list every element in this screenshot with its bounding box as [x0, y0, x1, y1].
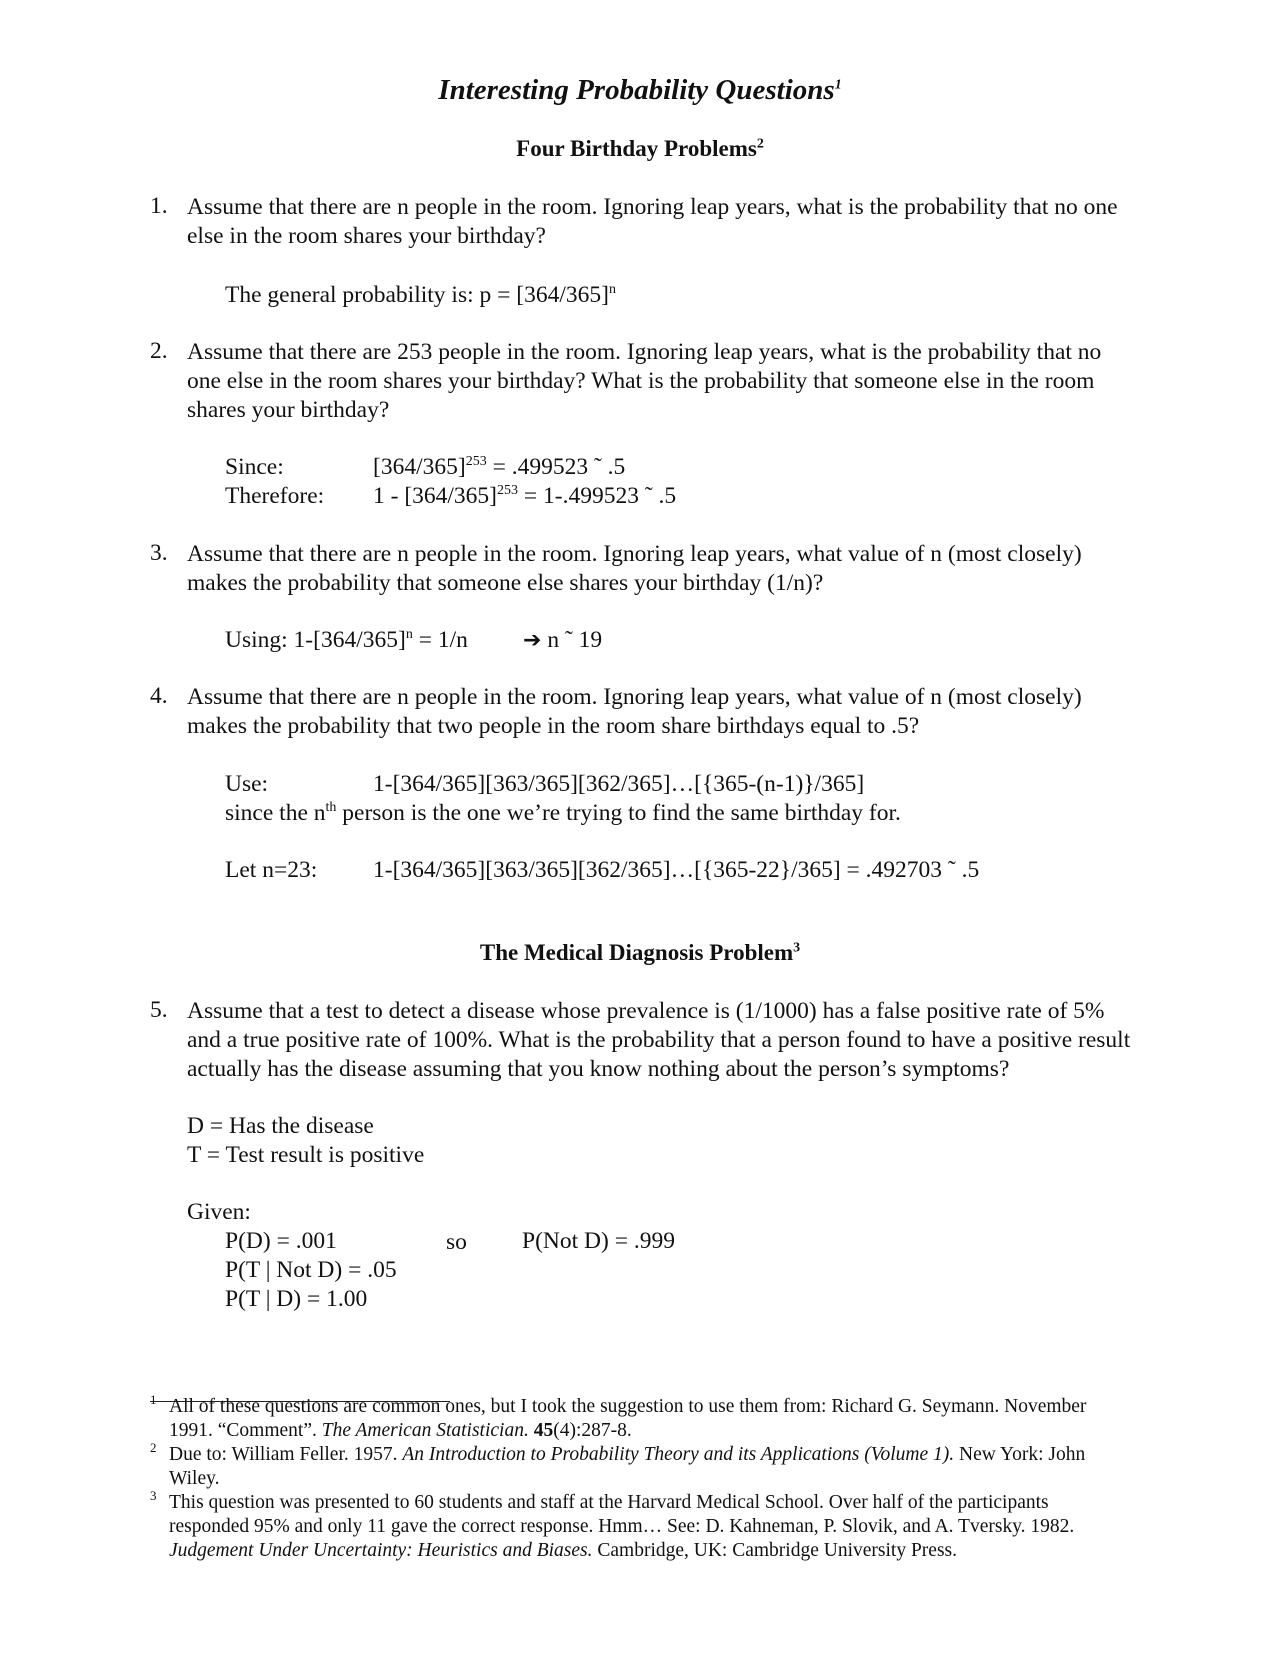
- arrow-right-icon: ➔: [523, 628, 542, 653]
- formula-text: person is the one we’re trying to find the same birthday for.: [336, 800, 901, 826]
- section-heading-medical: [0, 940, 1280, 966]
- footnote-line: All of these questions are common ones, but I took the suggestion to use them from: Richard G. Seymann. November: [169, 1396, 1087, 1417]
- use-formula: 1-[364/365][363/365][362/365]…[{365-(n-1)}/365]: [373, 771, 865, 797]
- question-2-text: [187, 338, 1101, 425]
- section-heading-text: Four Birthday Problems: [516, 136, 757, 161]
- given-p-not-d: P(Not D) = .999: [522, 1228, 675, 1254]
- since-formula: [373, 453, 625, 482]
- question-line: makes the probability that someone else shares your birthday (1/n)?: [187, 570, 824, 596]
- formula-exponent: 253: [465, 454, 487, 470]
- so-text: so: [446, 1229, 467, 1255]
- formula-exponent: n: [405, 627, 413, 643]
- formula-exponent: th: [325, 800, 337, 816]
- formula-text: since the n: [225, 800, 326, 826]
- footnote-line: This question was presented to 60 students and staff at the Harvard Medical School. Over half of the participants: [169, 1492, 1049, 1513]
- use-label: Use:: [225, 771, 269, 797]
- question-line: Assume that there are 253 people in the room. Ignoring leap years, what is the probability that no: [187, 339, 1102, 365]
- question-line: else in the room shares your birthday?: [187, 223, 546, 249]
- formula-text: Using: 1-[364/365]: [225, 627, 406, 653]
- section-footnote-mark: 2: [756, 136, 764, 152]
- definition-d: D = Has the disease: [187, 1113, 374, 1139]
- question-number: 3.: [150, 540, 168, 566]
- footnote-mark: 2: [150, 1440, 157, 1455]
- question-line: one else in the room shares your birthday? What is the probability that someone else in the room: [187, 368, 1095, 394]
- answer-exponent: n: [608, 282, 616, 298]
- question-1-text: [187, 193, 1118, 251]
- formula-exponent: 253: [497, 483, 519, 499]
- definition-t: T = Test result is positive: [187, 1142, 425, 1168]
- book-title: An Introduction to Probability Theory and its Applications (Volume 1).: [402, 1444, 955, 1465]
- therefore-formula: [373, 482, 676, 511]
- since-nth-line: [225, 799, 901, 828]
- section-heading-text: The Medical Diagnosis Problem: [479, 940, 794, 965]
- footnote-2: [169, 1443, 1085, 1491]
- given-p-t-not-d: P(T | Not D) = .05: [225, 1257, 397, 1283]
- footnote-mark: 3: [150, 1488, 157, 1503]
- section-footnote-mark: 3: [793, 940, 801, 956]
- let-label: Let n=23:: [225, 857, 318, 883]
- question-line: and a true positive rate of 100%. What is the probability that a person found to have a positive result: [187, 1027, 1131, 1053]
- given-p-t-d: P(T | D) = 1.00: [225, 1286, 368, 1312]
- question-line: shares your birthday?: [187, 397, 390, 423]
- footnote-1: [169, 1395, 1086, 1443]
- footnote-line: Wiley.: [169, 1468, 220, 1489]
- implies-result: [523, 626, 602, 655]
- therefore-label: Therefore:: [225, 483, 325, 509]
- footnote-text: Due to: William Feller. 1957.: [169, 1444, 403, 1465]
- section-heading-birthday: [0, 136, 1280, 162]
- footnote-line: [169, 1443, 1085, 1467]
- answer-text: The general probability is: p = [364/365]: [225, 282, 609, 308]
- page-title-text: Interesting Probability Questions: [438, 74, 835, 106]
- since-label: Since:: [225, 454, 284, 480]
- question-line: actually has the disease assuming that you know nothing about the person’s symptoms?: [187, 1056, 1010, 1082]
- volume-number: 45: [528, 1420, 554, 1441]
- formula-text: = .499523 ˜ .5: [486, 454, 626, 480]
- given-label: Given:: [187, 1199, 251, 1225]
- question-line: Assume that there are n people in the room. Ignoring leap years, what value of n (most closely): [187, 541, 1082, 567]
- question-line: Assume that there are n people in the room. Ignoring leap years, what value of n (most closely): [187, 684, 1082, 710]
- question-number: 1.: [150, 193, 168, 219]
- given-values: [225, 1227, 397, 1314]
- formula-text: = 1/n: [412, 627, 468, 653]
- question-line: Assume that a test to detect a disease whose prevalence is (1/1000) has a false positive rate of 5%: [187, 998, 1105, 1024]
- question-3-text: [187, 540, 1082, 598]
- question-number: 4.: [150, 683, 168, 709]
- footnote-text: New York: John: [954, 1444, 1086, 1465]
- formula-text: [364/365]: [373, 454, 466, 480]
- footnote-text: 1991. “Comment”.: [169, 1420, 322, 1441]
- let-formula: 1-[364/365][363/365][362/365]…[{365-22}/365] = .492703 ˜ .5: [373, 857, 980, 883]
- question-1-answer: [225, 281, 616, 310]
- using-formula: [225, 626, 468, 655]
- footnote-line: responded 95% and only 11 gave the correct response. Hmm… See: D. Kahneman, P. Slovik, and A. Tversky. 1982.: [169, 1516, 1075, 1537]
- book-title: Judgement Under Uncertainty: Heuristics and Biases.: [169, 1540, 593, 1561]
- footnote-3: [169, 1491, 1074, 1563]
- footnote-line: [169, 1419, 1086, 1443]
- question-number: 5.: [150, 997, 168, 1023]
- page-title: [0, 74, 1280, 107]
- result-text: n ˜ 19: [547, 627, 603, 653]
- title-footnote-mark: 1: [834, 77, 842, 93]
- question-4-text: [187, 683, 1082, 741]
- question-line: makes the probability that two people in the room share birthdays equal to .5?: [187, 713, 920, 739]
- formula-text: 1 - [364/365]: [373, 483, 498, 509]
- given-p-d: P(D) = .001: [225, 1228, 337, 1254]
- question-number: 2.: [150, 338, 168, 364]
- definitions: [187, 1112, 424, 1170]
- footnote-text: (4):287-8.: [553, 1420, 632, 1441]
- journal-title: The American Statistician.: [321, 1420, 529, 1441]
- question-5-text: [187, 997, 1130, 1084]
- footnote-line: [169, 1539, 1074, 1563]
- footnote-text: Cambridge, UK: Cambridge University Press.: [592, 1540, 957, 1561]
- question-line: Assume that there are n people in the room. Ignoring leap years, what is the probability that no one: [187, 194, 1118, 220]
- formula-text: = 1-.499523 ˜ .5: [518, 483, 677, 509]
- footnote-mark: 1: [150, 1392, 157, 1407]
